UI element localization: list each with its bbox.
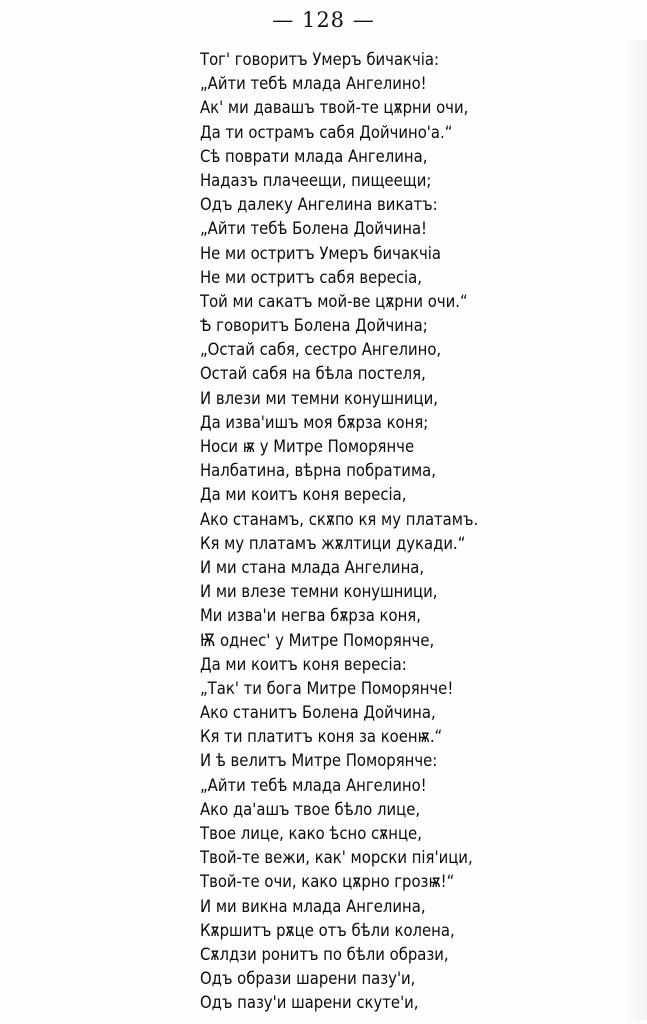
poem-text <box>200 48 500 1016</box>
poem-line: Да изва'ишъ моя бѫрза коня; <box>200 412 429 432</box>
poem-line: Ако станамъ, скѫпо кя му платамъ. <box>200 509 479 529</box>
poem-line: „Остай сабя, сестро Ангелино, <box>200 340 442 360</box>
poem-line: Ако да'ашъ твое бѣло лице, <box>200 799 421 819</box>
poem-line: Твой-те вежи, как' морски пiя'ици, <box>200 848 473 868</box>
poem-line: Одъ пазу'и шарени скуте'и, <box>200 993 419 1013</box>
poem-line: Сѣ поврати млада Ангелина, <box>200 146 428 166</box>
poem-line: Да ми коитъ коня вересiа, <box>200 485 407 505</box>
poem-line: Твой-те очи, како цѫрно грозѭ!“ <box>200 872 455 892</box>
poem-line: Одъ далеку Ангелина викатъ: <box>200 195 438 215</box>
poem-line: „Айти тебѣ Болена Дойчина! <box>200 219 428 239</box>
page-number-header: — 128 — <box>272 8 375 32</box>
show-through-shadow <box>621 40 647 1020</box>
poem-line: Кѫршитъ рѫце отъ бѣли колена, <box>200 920 455 940</box>
poem-line: „Айти тебѣ млада Ангелино! <box>200 74 427 94</box>
poem-line: Ак' ми давашъ твой-те цѫрни очи, <box>200 98 469 118</box>
poem-line: „Так' ти бога Митре Поморянче! <box>200 678 454 698</box>
poem-line: Кя му платамъ жѫлтици дукади.“ <box>200 533 466 553</box>
poem-line: И ми влезе темни конушници, <box>200 582 438 602</box>
poem-line: Не ми остритъ Умеръ бичакчiа <box>200 243 442 263</box>
poem-line: Кя ти платитъ коня за коенѭ.“ <box>200 727 443 747</box>
poem-line: Ми изва'и негва бѫрза коня, <box>200 606 421 626</box>
poem-line: Не ми остритъ сабя вересiа, <box>200 267 422 287</box>
poem-line: Твое лице, како ѣсно сѫнце, <box>200 824 422 843</box>
poem-line: Налбатина, вѣрна побратима, <box>200 461 436 481</box>
poem-line: И ѣ велитъ Митре Поморянче: <box>200 751 438 771</box>
poem-line: „Айти тебѣ млада Ангелино! <box>200 775 427 795</box>
poem-line: И ми викна млада Ангелина, <box>200 896 426 916</box>
poem-line: Надазъ плачеещи, пищеещи; <box>200 170 432 190</box>
poem-line: Той ми сакатъ мой-ве цѫрни очи.“ <box>200 291 468 311</box>
poem-line: И влези ми темни конушници, <box>200 388 438 408</box>
poem-line: Остай сабя на бѣла постеля, <box>200 364 426 384</box>
poem-line: Ѣ говоритъ Болена Дойчина; <box>200 316 428 336</box>
poem-line: Носи ѭ у Митре Поморянче <box>200 437 415 456</box>
poem-line: Да ми коитъ коня вересiа: <box>200 654 407 674</box>
poem-line: Сѫлдзи ронитъ по бѣли образи, <box>200 944 449 964</box>
poem-line: Ако станитъ Болена Дойчина, <box>200 703 436 723</box>
poem-line: Тог' говоритъ Умеръ бичакчiа: <box>200 50 440 69</box>
poem-line: Ѭ однес' у Митре Поморянче, <box>200 630 435 650</box>
poem-line: И ми стана млада Ангелина, <box>200 557 425 577</box>
poem-line: Одъ образи шарени пазу'и, <box>200 969 416 989</box>
poem-line: Да ти острамъ сабя Дойчино'а.“ <box>200 122 453 142</box>
